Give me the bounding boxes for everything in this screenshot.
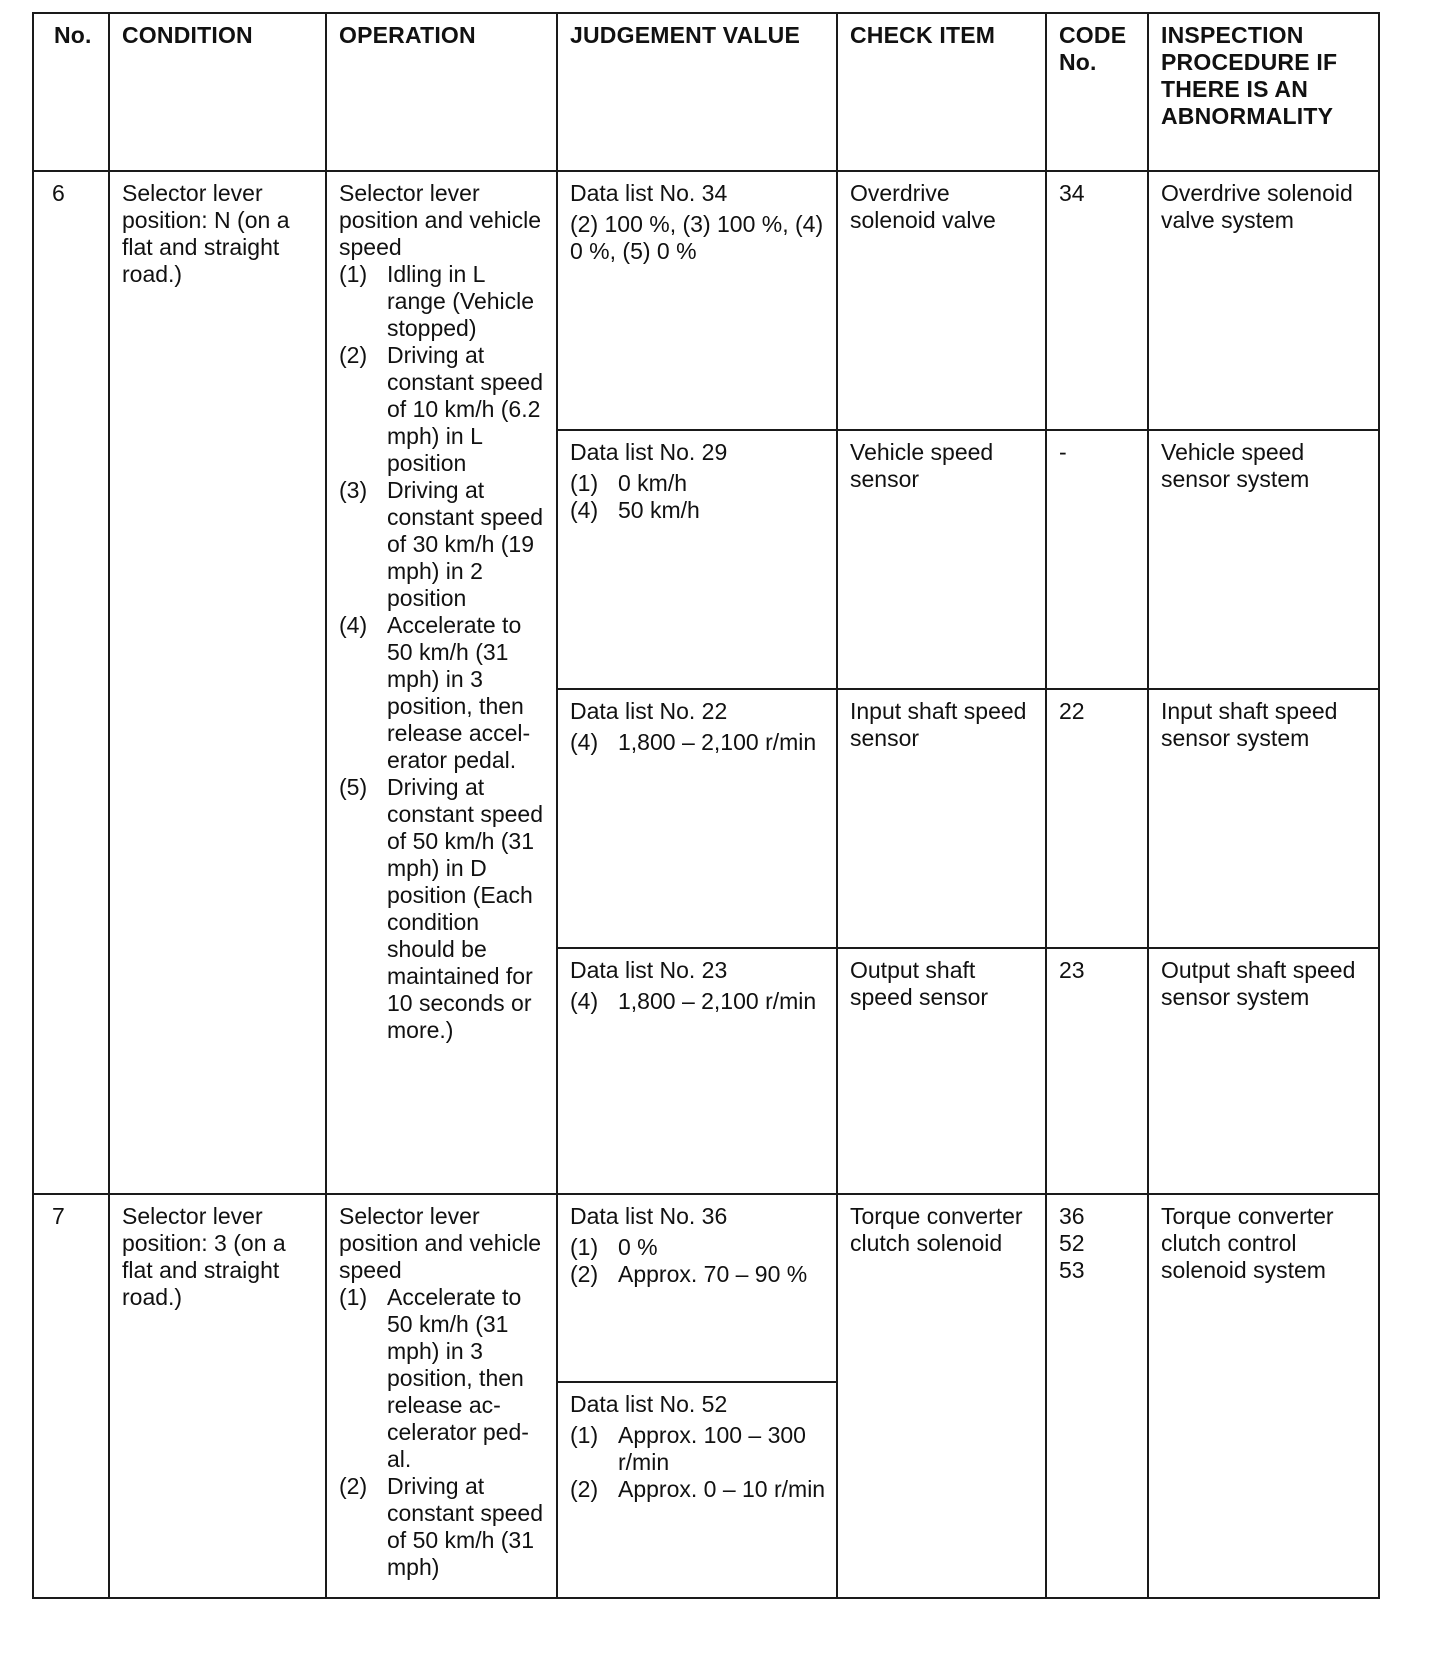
header-code-no: CODE No. [1046, 13, 1148, 171]
data-list-title: Data list No. 36 [570, 1203, 728, 1229]
code-value: 52 [1059, 1230, 1085, 1256]
judgement-item [570, 729, 828, 756]
check-item-cell: Vehicle speed sensor [837, 430, 1046, 689]
condition-cell: Selector lever position: 3 (on a flat and straight road.) [109, 1194, 326, 1598]
condition-cell: Selector lever position: N (on a flat and straight road.) [109, 171, 326, 1194]
data-list-title: Data list No. 52 [570, 1391, 728, 1417]
code-cell: - [1046, 430, 1148, 689]
item-number: (1) [570, 470, 599, 496]
item-number: (2) [570, 1261, 599, 1287]
judgement-item [570, 988, 828, 1015]
header-inspection-procedure: INSPECTION PROCEDURE IF THERE IS AN ABNORMALITY [1148, 13, 1379, 171]
check-item-cell: Overdrive solenoid valve [837, 171, 1046, 430]
code-cell [1046, 1194, 1148, 1598]
judgement-cell [557, 689, 837, 948]
judgement-text: (2) 100 %, (3) 100 %, (4) 0 %, (5) 0 % [570, 211, 824, 264]
judgement-items [570, 988, 828, 1015]
operation-step [339, 774, 548, 1044]
step-number: (3) [339, 477, 368, 503]
item-number: (4) [570, 497, 599, 523]
operation-steps [339, 1284, 548, 1581]
step-number: (1) [339, 261, 368, 287]
code-cell: 34 [1046, 171, 1148, 430]
item-number: (1) [570, 1422, 599, 1448]
item-number: (2) [570, 1476, 599, 1502]
step-text: Driving at constant speed of 10 km/h (6.2 mph) in L position [387, 342, 544, 476]
check-item-cell: Output shaft speed sensor [837, 948, 1046, 1194]
judgement-item [570, 497, 828, 524]
step-text: Driving at constant speed of 50 km/h (31 mph) in D position (Each condition should be maintained for 10 seconds or more.) [387, 774, 544, 1043]
step-text: Accelerate to 50 km/h (31 mph) in 3 position, then release ac-celerator ped-al. [387, 1284, 529, 1472]
procedure-cell: Torque converter clutch control solenoid system [1148, 1194, 1379, 1598]
check-item-cell: Input shaft speed sensor [837, 689, 1046, 948]
code-value: 36 [1059, 1203, 1085, 1229]
item-text: Approx. 70 – 90 % [618, 1261, 808, 1287]
row-number: 7 [33, 1194, 109, 1598]
item-text: 0 km/h [618, 470, 688, 496]
header-row [33, 13, 1379, 171]
procedure-cell: Input shaft speed sensor system [1148, 689, 1379, 948]
judgement-items [570, 470, 828, 524]
data-list-title: Data list No. 23 [570, 957, 728, 983]
item-number: (4) [570, 729, 599, 755]
code-cell: 23 [1046, 948, 1148, 1194]
procedure-cell: Overdrive solenoid valve system [1148, 171, 1379, 430]
code-value: 53 [1059, 1257, 1085, 1283]
header-operation: OPERATION [326, 13, 557, 171]
operation-intro: Selector lever position and vehicle speed [339, 1203, 542, 1283]
item-text: 1,800 – 2,100 r/min [618, 988, 817, 1014]
step-number: (5) [339, 774, 368, 800]
step-text: Driving at constant speed of 50 km/h (31 mph) [387, 1473, 544, 1580]
operation-step [339, 342, 548, 477]
judgement-cell [557, 948, 837, 1194]
procedure-cell: Output shaft speed sensor system [1148, 948, 1379, 1194]
item-number: (4) [570, 988, 599, 1014]
header-check-item: CHECK ITEM [837, 13, 1046, 171]
check-item-cell: Torque converter clutch solenoid [837, 1194, 1046, 1598]
step-number: (4) [339, 612, 368, 638]
operation-intro: Selector lever position and vehicle speed [339, 180, 542, 260]
judgement-item [570, 1261, 828, 1288]
judgement-items [570, 1234, 828, 1288]
header-judgement-value: JUDGEMENT VALUE [557, 13, 837, 171]
operation-step [339, 261, 548, 342]
operation-step [339, 612, 548, 774]
operation-step [339, 1473, 548, 1581]
judgement-cell [557, 1194, 837, 1382]
step-number: (2) [339, 1473, 368, 1499]
item-number: (1) [570, 1234, 599, 1260]
judgement-items [570, 1422, 828, 1503]
item-text: Approx. 0 – 10 r/min [618, 1476, 826, 1502]
judgement-cell [557, 171, 837, 430]
judgement-item [570, 470, 828, 497]
item-text: 0 % [618, 1234, 658, 1260]
operation-cell [326, 171, 557, 1194]
step-text: Driving at constant speed of 30 km/h (19 mph) in 2 position [387, 477, 544, 611]
table-row [33, 1194, 1379, 1382]
judgement-item [570, 1422, 828, 1476]
operation-step [339, 477, 548, 612]
step-number: (1) [339, 1284, 368, 1310]
judgement-cell [557, 430, 837, 689]
judgement-items [570, 729, 828, 756]
judgement-cell [557, 1382, 837, 1598]
step-text: Accelerate to 50 km/h (31 mph) in 3 position, then release accel-erator pedal. [387, 612, 531, 773]
inspection-table [32, 12, 1380, 1599]
operation-cell [326, 1194, 557, 1598]
item-text: Approx. 100 – 300 r/min [618, 1422, 806, 1475]
row-number: 6 [33, 171, 109, 1194]
procedure-cell: Vehicle speed sensor system [1148, 430, 1379, 689]
table-row [33, 171, 1379, 430]
item-text: 1,800 – 2,100 r/min [618, 729, 817, 755]
item-text: 50 km/h [618, 497, 700, 523]
step-text: Idling in L range (Vehicle stopped) [387, 261, 535, 341]
data-list-title: Data list No. 34 [570, 180, 728, 206]
operation-step [339, 1284, 548, 1473]
data-list-title: Data list No. 22 [570, 698, 728, 724]
header-condition: CONDITION [109, 13, 326, 171]
operation-steps [339, 261, 548, 1044]
judgement-item [570, 1476, 828, 1503]
header-no: No. [33, 13, 109, 171]
judgement-item [570, 1234, 828, 1261]
step-number: (2) [339, 342, 368, 368]
code-cell: 22 [1046, 689, 1148, 948]
data-list-title: Data list No. 29 [570, 439, 728, 465]
